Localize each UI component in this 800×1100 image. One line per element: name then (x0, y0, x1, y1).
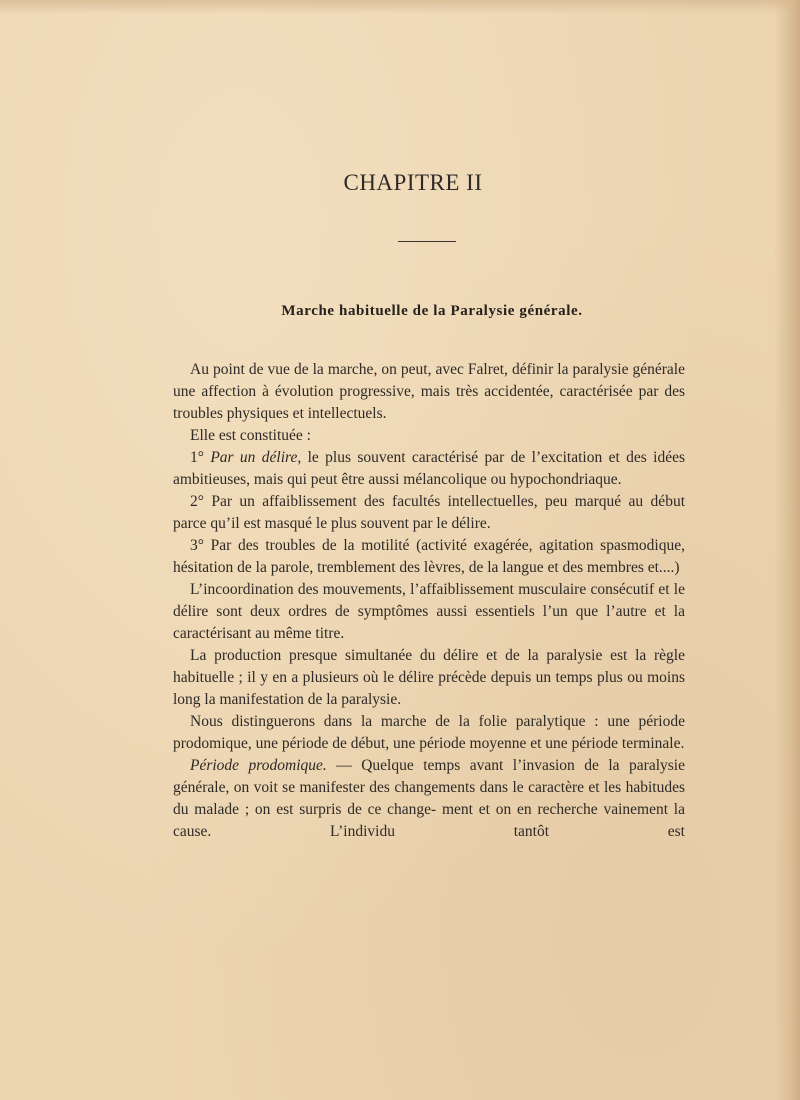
paragraph-9: Période prodomique. — Quelque temps avant l’invasion de la paralysie générale, on voit se manifester des changements dans le caractère et les habitudes du malade ; on est surpris de ce change- ment et on en recherche vainement la cause. L’individu tantôt est (173, 757, 685, 840)
paragraph-1: Au point de vue de la marche, on peut, avec Falret, définir la paralysie générale une affection à évolution progressive, mais très accidentée, caractérisée par des troubles physiques et intellectuels. (173, 361, 685, 422)
paragraph-2: Elle est constituée : (190, 427, 311, 444)
paragraph-6: L’incoordination des mouvements, l’affaiblissement musculaire consécutif et le délire sont deux ordres de symptômes aussi essentiels l’un que l’autre et la caractérisant au même titre. (173, 581, 685, 642)
paragraph-8: Nous distinguerons dans la marche de la folie paralytique : une période prodomique, une période de début, une période moyenne et une période terminale. (173, 713, 685, 752)
paragraph-5: 3° Par des troubles de la motilité (activité exagérée, agitation spasmodique, hésitation de la parole, tremblement des lèvres, de la langue et des membres et....) (173, 537, 685, 576)
chapter-title: CHAPITRE II (343, 170, 483, 195)
paragraph-4: 2° Par un affaiblissement des facultés intellectuelles, peu marqué au début parce qu’il est masqué le plus souvent par le délire. (173, 493, 685, 532)
body-text (173, 359, 685, 843)
paragraph-7: La production presque simultanée du délire et de la paralysie est la règle habituelle ; il y en a plusieurs où le délire précède depuis un temps plus ou moins long la manifestation de la paralysie. (173, 647, 685, 708)
paragraph-3: 1° Par un délire, le plus souvent caractérisé par de l’excitation et des idées ambitieuses, mais qui peut être aussi mélancolique ou hypochondriaque. (173, 449, 685, 488)
title-rule (398, 241, 456, 242)
section-heading: Marche habituelle de la Paralysie générale. (281, 303, 583, 319)
page-top-edge (0, 0, 800, 14)
page-right-edge (774, 0, 800, 1100)
